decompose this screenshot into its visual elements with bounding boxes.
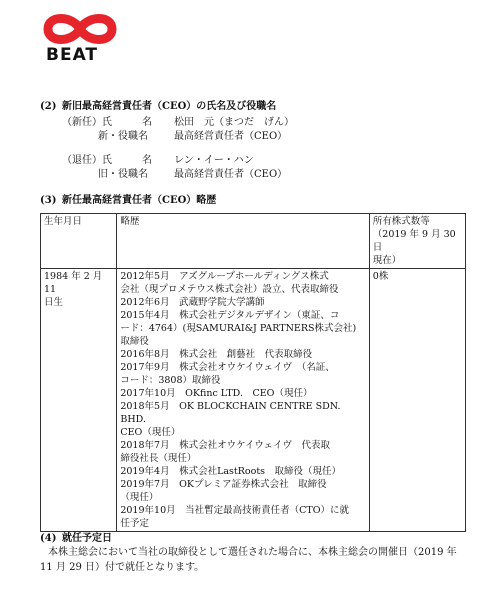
new-name-value: 松田 元（まつだ げん） <box>174 117 294 128</box>
header-shares-line: 現在） <box>372 255 402 266</box>
history-line: 2019年10月 当社暫定最高技術責任者（CTO）に就 <box>120 505 350 516</box>
history-line: 2018年5月 OK BLOCKCHAIN CENTRE SDN. BHD. <box>120 401 341 425</box>
history-line: 会社（現プロメテウス株式会社）設立、代表取締役 <box>120 284 339 295</box>
section2-number: (2) <box>40 101 57 112</box>
history-line: CEO（現任） <box>120 427 181 438</box>
old-name-value: レン・イー・ハン <box>174 155 254 166</box>
birthdate-line: 1984 年 2 月 11 <box>44 271 103 295</box>
old-name-label: （退任）氏 名 <box>62 155 152 166</box>
history-line: 2018年7月 株式会社オウケイウェイヴ 代表取 <box>120 440 331 451</box>
infinity-logo-icon <box>42 12 118 46</box>
old-role-value: 最高経営責任者（CEO） <box>174 169 288 180</box>
section3-title: 新任最高経営責任者（CEO）略歴 <box>62 195 217 206</box>
history-line: 締役社長（現任） <box>120 453 197 464</box>
section4-body: 本株主総会において当社の取締役として選任された場合に、本株主総会の開催日（2019 年 11 月 29 日）付で就任となります。 <box>40 547 457 573</box>
section3-number: (3) <box>40 195 57 206</box>
new-role-value: 最高経営責任者（CEO） <box>174 131 288 142</box>
table-header-row <box>41 214 466 269</box>
section2-heading <box>40 97 276 112</box>
logo-text: BEAT <box>46 45 99 65</box>
section2-title: 新旧最高経営責任者（CEO）の氏名及び役職名 <box>62 101 277 112</box>
beat-logo <box>38 12 122 65</box>
header-shares-line: 所有株式数等 <box>372 216 430 227</box>
history-line: 2017年10月 OKfinc LTD. CEO（現任） <box>120 388 313 399</box>
new-name-label: （新任）氏 名 <box>62 117 152 128</box>
section4-number: (4) <box>40 533 57 544</box>
header-shares <box>369 214 465 269</box>
section4-heading <box>40 529 112 544</box>
header-shares-line: （2019 年 9 月 30 日 <box>372 229 456 253</box>
old-role-label: 旧・役職名 <box>98 169 148 180</box>
new-role-label: 新・役職名 <box>98 131 148 142</box>
section4-title: 就任予定日 <box>62 533 112 544</box>
career-history-table <box>40 213 466 532</box>
history-line: 2019年7月 OKプレミア証券株式会社 取締役 <box>120 479 327 490</box>
history-line: 2015年4月 株式会社デジタルデザイン（東証、コ <box>120 310 340 321</box>
history-line: 2012年6月 武蔵野学院大学講師 <box>120 297 265 308</box>
header-history: 略歴 <box>117 214 369 269</box>
history-line: 2017年9月 株式会社オウケイウェイヴ （名証、 <box>120 362 335 373</box>
history-line: 2016年8月 株式会社 創藝社 代表取締役 <box>120 349 313 360</box>
table-row <box>41 269 466 532</box>
birthdate-line: 日生 <box>44 297 64 308</box>
history-line: 2019年4月 株式会社LastRoots 取締役（現任） <box>120 466 342 477</box>
shares-cell: 0株 <box>369 269 465 532</box>
history-line: 2012年5月 アズグループホールディングス株式 <box>120 271 329 282</box>
history-line: コード：3808）取締役 <box>120 375 221 386</box>
history-line: 任予定 <box>120 518 149 529</box>
birthdate-cell <box>41 269 117 532</box>
header-birthdate: 生年月日 <box>41 214 117 269</box>
section3-heading <box>40 191 216 206</box>
history-cell <box>117 269 369 532</box>
history-line: （現任） <box>120 492 159 503</box>
history-line: 取締役 <box>120 336 149 347</box>
history-line: ード：4764）(現SAMURAI&J PARTNERS株式会社) <box>120 323 357 334</box>
